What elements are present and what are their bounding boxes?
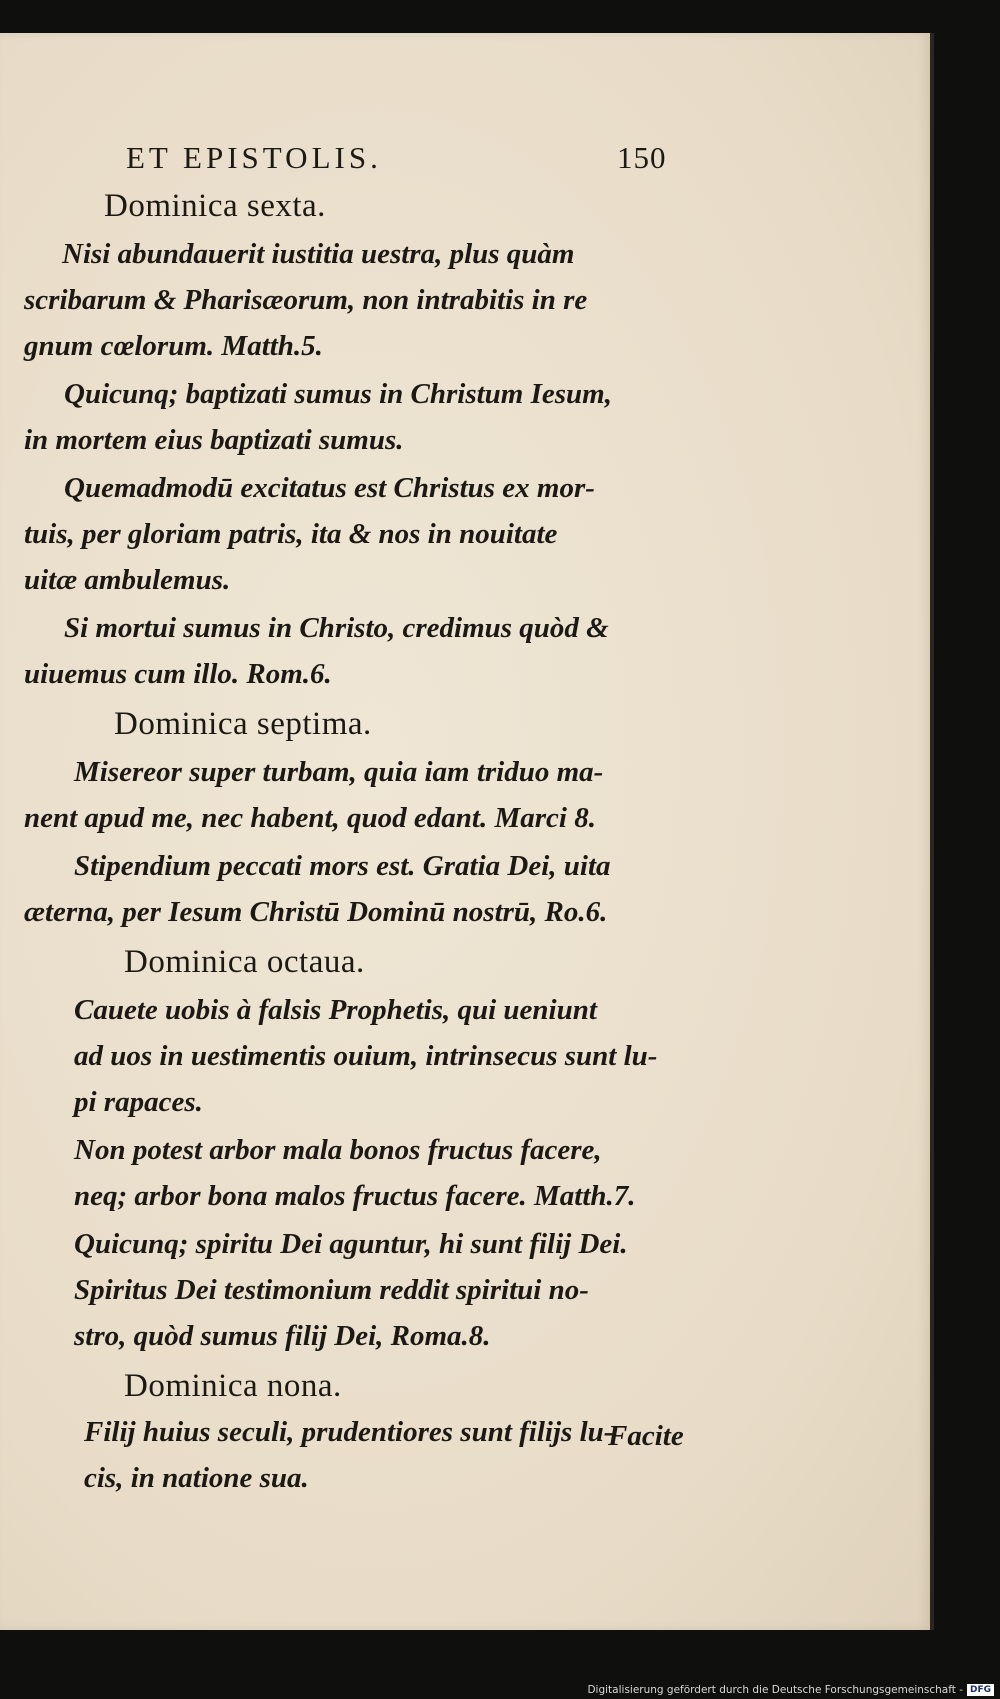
text-line: in mortem eius baptizati sumus. bbox=[24, 424, 404, 456]
dfg-logo: DFG bbox=[967, 1684, 994, 1696]
text-line: cis, in natione sua. bbox=[84, 1462, 309, 1494]
footer-text: Digitalisierung gefördert durch die Deutsche Forschungsgemeinschaft - bbox=[587, 1684, 963, 1696]
text-line: ad uos in uestimentis ouium, intrinsecus sunt lu- bbox=[74, 1040, 658, 1072]
text-line: Stipendium peccati mors est. Gratia Dei, uita bbox=[74, 850, 611, 882]
digitization-footer bbox=[0, 1683, 1000, 1699]
text-line: gnum cœlorum. Matth.5. bbox=[24, 330, 323, 362]
page-number: 150 bbox=[617, 140, 667, 175]
section-heading: Dominica octaua. bbox=[124, 944, 365, 980]
text-line: Filij huius seculi, prudentiores sunt filijs lu- bbox=[84, 1416, 614, 1448]
section-heading: Dominica septima. bbox=[114, 706, 372, 742]
text-line: Cauete uobis à falsis Prophetis, qui ueniunt bbox=[74, 994, 597, 1026]
text-line: uitæ ambulemus. bbox=[24, 564, 231, 596]
section-heading: Dominica nona. bbox=[124, 1368, 342, 1404]
text-line: Quicunq; spiritu Dei aguntur, hi sunt filij Dei. bbox=[74, 1228, 628, 1260]
text-line: scribarum & Pharisæorum, non intrabitis in re bbox=[24, 284, 588, 316]
page-edge bbox=[930, 33, 934, 1630]
catchword: Facite bbox=[608, 1420, 684, 1452]
text-line: uiuemus cum illo. Rom.6. bbox=[24, 658, 332, 690]
text-line: Nisi abundauerit iustitia uestra, plus quàm bbox=[62, 238, 575, 270]
text-line: Spiritus Dei testimonium reddit spiritui no- bbox=[74, 1274, 589, 1306]
text-line: æterna, per Iesum Christū Dominū nostrū, Ro.6. bbox=[24, 896, 608, 928]
text-line: pi rapaces. bbox=[74, 1086, 203, 1118]
text-line: Quicunq; baptizati sumus in Christum Iesum, bbox=[64, 378, 612, 410]
text-line: tuis, per gloriam patris, ita & nos in nouitate bbox=[24, 518, 558, 550]
text-line: Misereor super turbam, quia iam triduo ma- bbox=[74, 756, 604, 788]
text-line: stro, quòd sumus filij Dei, Roma.8. bbox=[74, 1320, 491, 1352]
text-line: Si mortui sumus in Christo, credimus quòd & bbox=[64, 612, 609, 644]
running-title: ET EPISTOLIS. bbox=[126, 140, 382, 175]
section-heading: Dominica sexta. bbox=[104, 188, 326, 224]
text-line: Quemadmodū excitatus est Christus ex mor- bbox=[64, 472, 595, 504]
text-line: Non potest arbor mala bonos fructus facere, bbox=[74, 1134, 602, 1166]
text-line: nent apud me, nec habent, quod edant. Marci 8. bbox=[24, 802, 596, 834]
text-line: neq; arbor bona malos fructus facere. Matth.7. bbox=[74, 1180, 636, 1212]
